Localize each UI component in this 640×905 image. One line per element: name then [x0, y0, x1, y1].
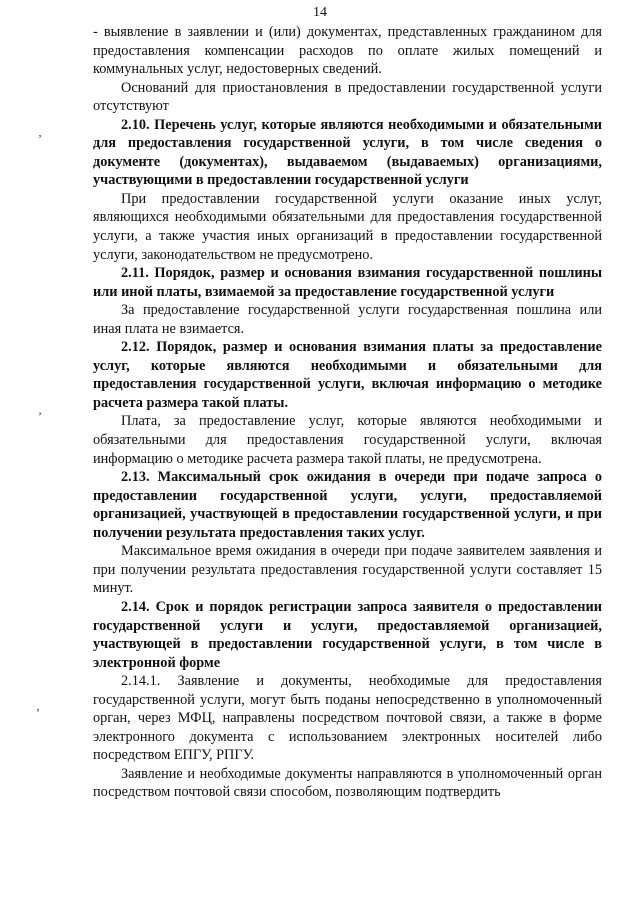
paragraph: Оснований для приостановления в предоставлении государственной услуги отсутствуют [93, 79, 602, 115]
document-body [93, 23, 602, 802]
paragraph: Плата, за предоставление услуг, которые являются необходимыми и обязательными для предоставления государственной услуги, включая информацию о методике расчета размера такой платы, не предусмотрена. [93, 413, 602, 467]
margin-mark: ’ [38, 409, 42, 423]
paragraph: Заявление и необходимые документы направляются в уполномоченный орган посредством почтовой связи способом, позволяющим подтвердить [93, 765, 602, 801]
section-heading-2-12: 2.12. Порядок, размер и основания взимания платы за предоставление услуг, которые являются необходимыми и обязательными для предоставления государственной услуги, включая информацию о методике расчета размера такой платы. [93, 339, 602, 411]
section-heading-2-11: 2.11. Порядок, размер и основания взимания государственной пошлины или иной платы, взимаемой за предоставление государственной услуги [93, 265, 602, 300]
margin-mark: ‚ [38, 125, 42, 139]
section-heading-2-13: 2.13. Максимальный срок ожидания в очереди при подаче запроса о предоставлении государственной услуги, услуги, предоставляемой организацией, участвующей в предоставлении государственной услуги, и при получении результата предоставления таких услуг. [93, 469, 602, 541]
section-heading-2-14: 2.14. Срок и порядок регистрации запроса заявителя о предоставлении государственной услуги и услуги, предоставляемой организацией, участвующей в предоставлении государственной услуги, в том числе в электронной форме [93, 598, 602, 671]
paragraph: Максимальное время ожидания в очереди при подаче заявителем заявления и при получении результата предоставления государственной услуги составляет 15 минут. [93, 543, 602, 597]
paragraph: При предоставлении государственной услуги оказание иных услуг, являющихся необходимыми обязательными для предоставления государственной услуги, а также участия иных организаций в предоставлении государственной услуги, законодательством не предусмотрено. [93, 190, 602, 263]
paragraph: За предоставление государственной услуги государственная пошлина или иная плата не взимается. [93, 302, 602, 337]
page-number: 14 [313, 5, 327, 20]
paragraph: 2.14.1. Заявление и документы, необходимые для предоставления государственной услуги, могут быть поданы непосредственно в уполномоченный орган, через МФЦ, направлены посредством почтовой связи, а также в форме электронного документа с использованием электронных носителей либо посредством ЕПГУ, РПГУ. [93, 673, 602, 764]
margin-mark: ‚ [36, 699, 40, 713]
paragraph-continuation: - выявление в заявлении и (или) документах, представленных гражданином для предоставления компенсации расходов по оплате жилых помещений и коммунальных услуг, недостоверных сведений. [93, 24, 602, 78]
section-heading-2-10: 2.10. Перечень услуг, которые являются необходимыми и обязательными для предоставления государственной услуги, в том числе сведения о документе (документах), выдаваемом (выдаваемых) организациями, участвующими в предоставлении государственной услуги [93, 116, 602, 189]
